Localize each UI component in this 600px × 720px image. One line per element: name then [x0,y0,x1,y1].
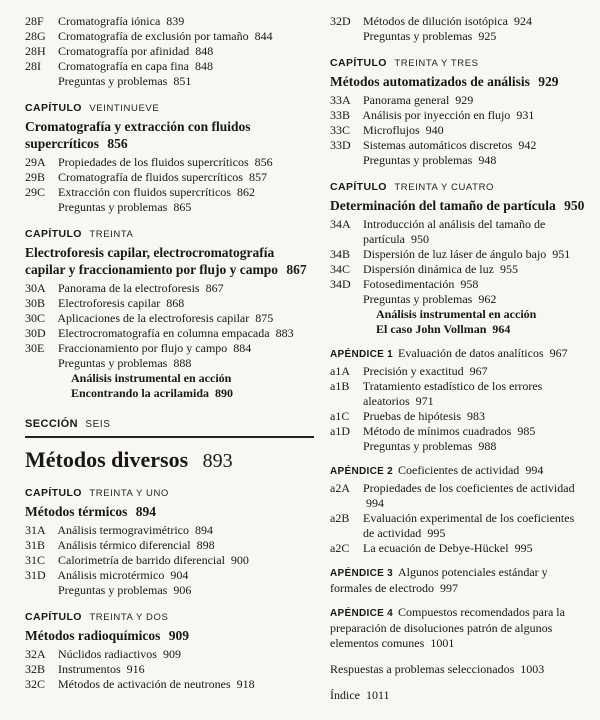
entry-code: 28F [25,14,44,28]
appendix-title: Coeficientes de actividad [398,463,520,477]
entry-page: 995 [514,541,533,555]
appendix-label: APÉNDICE 2 [330,466,394,477]
entry-code: 32D [330,14,351,28]
entry-code: 33B [330,108,351,122]
entry-page: 867 [205,281,224,295]
entry-code: 31D [25,568,46,582]
toc-entry [25,155,314,170]
action-feature-line [71,386,314,401]
entry-title: Evaluación experimental de los coeficientes de actividad [363,511,575,540]
toc-entry [330,424,586,439]
entry-code: a2B [330,511,350,525]
entry-page: 844 [254,29,273,43]
entry-page: 883 [275,326,294,340]
chapter-title-page: 929 [538,74,559,89]
backmatter-title: Índice [330,688,360,702]
chapter-title-text: Métodos automatizados de análisis [330,74,530,89]
subentry-title: Preguntas y problemas [363,29,473,43]
toc-entry [25,538,314,553]
entry-page: 967 [469,364,488,378]
appendix-page: 994 [525,463,544,477]
section-heading [25,414,314,438]
chapter-title-text: Cromatografía y extracción con fluidos supercríticos [25,119,251,151]
chapter-number-word: TREINTA Y CUATRO [394,182,495,193]
entry-code: 34C [330,262,351,276]
toc-entry [25,281,314,296]
chapter-title-text: Métodos radioquímicos [25,628,161,643]
toc-entry [25,677,314,692]
entry-title: Métodos de dilución isotópica [363,14,508,28]
entry-code: 29C [25,185,46,199]
subentry-page: 925 [478,29,497,43]
entry-title: Cromatografía de fluidos supercríticos [58,170,243,184]
toc-entry [330,138,586,153]
entry-code: 33A [330,93,351,107]
entry-code: 30C [25,311,46,325]
appendix-label: APÉNDICE 1 [330,349,394,360]
entry-code: 28G [25,29,46,43]
subentry-page: 906 [173,583,192,597]
chapter-label: CAPÍTULO [25,611,82,623]
entry-code: 30A [25,281,46,295]
chapter-heading [330,177,586,195]
entry-code: 29A [25,155,46,169]
toc-entry [330,108,586,123]
entry-title: Análisis termogravimétrico [57,523,189,537]
entry-page: 950 [410,232,429,246]
entry-code: 31C [25,553,46,567]
toc-entry [330,364,586,379]
entry-page: 898 [196,538,215,552]
entry-title: Análisis microtérmico [57,568,165,582]
toc-subentry [330,153,586,168]
chapter-heading [25,607,314,625]
entry-page: 940 [425,123,444,137]
backmatter-title: Respuestas a problemas seleccionados [330,662,515,676]
appendix-label: APÉNDICE 3 [330,568,394,579]
instrumental-action-feature [330,307,586,337]
chapter-title-text: Electroforesis capilar, electrocromatografía capilar y fraccionamiento por flujo y campo [25,245,278,277]
toc-entry [330,541,586,556]
entry-title: Extracción con fluidos supercríticos [58,185,231,199]
subentry-title: Preguntas y problemas [363,292,473,306]
entry-page: 971 [415,394,434,408]
subentry-page: 988 [478,439,497,453]
toc-entry [330,481,586,511]
toc-entry [25,647,314,662]
entry-code: 32C [25,677,46,691]
entry-code: a2A [330,481,350,495]
chapter-title-page: 856 [107,136,128,151]
toc-entry [330,123,586,138]
entry-code: 28H [25,44,46,58]
chapter-number-word: VEINTINUEVE [89,103,160,114]
entry-page: 924 [513,14,532,28]
chapter-title-page: 867 [286,262,307,277]
entry-code: 33C [330,123,351,137]
toc-subentry [25,74,314,89]
entry-title: Fotosedimentación [363,277,455,291]
chapter-title [330,73,586,90]
toc-entry [330,409,586,424]
backmatter-entry [330,662,586,677]
entry-title: Dispersión de luz láser de ángulo bajo [363,247,547,261]
entry-page: 848 [194,59,213,73]
entry-page: 875 [255,311,274,325]
entry-page: 857 [248,170,267,184]
toc-columns [25,14,586,703]
appendix-heading [330,605,586,651]
entry-title: Análisis por inyección en flujo [362,108,511,122]
chapter-title [25,118,314,152]
entry-title: Métodos de activación de neutrones [58,677,231,691]
toc-entry [25,59,314,74]
entry-page: 929 [455,93,474,107]
entry-title: Cromatografía iónica [58,14,161,28]
chapter-label: CAPÍTULO [25,102,82,114]
subentry-page: 851 [173,74,192,88]
toc-subentry [25,583,314,598]
entry-code: 29B [25,170,46,184]
subentry-title: Preguntas y problemas [58,200,168,214]
entry-title: Propiedades de los fluidos supercríticos [58,155,249,169]
appendix-heading [330,346,586,362]
chapter-number-word: TREINTA Y DOS [89,612,169,623]
entry-page: 955 [499,262,518,276]
toc-entry [25,14,314,29]
entry-title: Instrumentos [58,662,121,676]
entry-code: 34D [330,277,351,291]
subentry-page: 888 [173,356,192,370]
entry-title: Precisión y exactitud [363,364,464,378]
entry-page: 894 [194,523,213,537]
subentry-page: 948 [478,153,497,167]
entry-title: La ecuación de Debye-Hückel [363,541,509,555]
chapter-title-text: Métodos térmicos [25,504,128,519]
entry-page: 909 [162,647,181,661]
entry-title: Propiedades de los coeficientes de actividad [363,481,575,495]
entry-code: 28I [25,59,41,73]
entry-title: Aplicaciones de la electroforesis capilar [57,311,250,325]
entry-title: Electrocromatografía en columna empacada [58,326,270,340]
subentry-title: Preguntas y problemas [363,439,473,453]
action-feature-line [71,371,314,386]
entry-title: Sistemas automáticos discretos [363,138,513,152]
backmatter-page: 1003 [520,662,545,676]
subentry-title: Preguntas y problemas [363,153,473,167]
action-feature-line [376,307,586,322]
toc-entry [25,170,314,185]
entry-title: Tratamiento estadístico de los errores aleatorios [362,379,543,408]
chapter-label: CAPÍTULO [25,228,82,240]
chapter-label: CAPÍTULO [330,57,387,69]
toc-entry [25,662,314,677]
toc-entry [25,553,314,568]
entry-title: Panorama de la electroforesis [58,281,200,295]
appendix-title: Algunos potenciales estándar y formales de electrodo [330,565,548,595]
entry-code: 34A [330,217,351,231]
entry-title: Electroforesis capilar [58,296,161,310]
toc-entry [330,262,586,277]
entry-title: Fraccionamiento por flujo y campo [58,341,228,355]
entry-title: Calorimetría de barrido diferencial [58,553,225,567]
toc-subentry [330,439,586,454]
entry-title: Método de mínimos cuadrados [363,424,512,438]
action-feature-page: 890 [215,386,234,400]
toc-subentry [25,200,314,215]
backmatter-entry [330,688,586,703]
toc-entry [330,217,586,247]
entry-title: Cromatografía de exclusión por tamaño [58,29,249,43]
toc-entry [25,29,314,44]
action-feature-text: Encontrando la acrilamida [71,386,210,400]
entry-code: 30E [25,341,45,355]
entry-page: 983 [467,409,485,423]
toc-entry [330,277,586,292]
appendix-title: Compuestos recomendados para la preparación de disoluciones patrón de algunos elementos comunes [330,605,565,650]
subentry-page: 962 [478,292,497,306]
entry-code: 31B [25,538,46,552]
entry-page: 951 [552,247,571,261]
toc-entry [25,185,314,200]
subentry-title: Preguntas y problemas [58,74,168,88]
entry-page: 848 [195,44,214,58]
toc-entry [25,568,314,583]
entry-code: 34B [330,247,351,261]
entry-page: 931 [516,108,535,122]
action-feature-line [376,322,586,337]
entry-code: a1D [330,424,350,438]
entry-code: 31A [25,523,46,537]
chapter-label: CAPÍTULO [330,181,387,193]
toc-entry [330,93,586,108]
chapter-number-word: TREINTA Y TRES [394,58,479,69]
entry-code: a1B [330,379,350,393]
entry-title: Introducción al análisis del tamaño de partícula [363,217,546,246]
action-feature-page: 964 [492,322,511,336]
instrumental-action-feature [25,371,314,401]
entry-page: 916 [126,662,145,676]
toc-entry [25,44,314,59]
toc-entry [25,341,314,356]
appendix-page: 1001 [430,636,455,650]
entry-code: 33D [330,138,351,152]
toc-column-left [25,14,314,703]
section-number-word: SEIS [85,419,111,430]
entry-page: 994 [366,496,384,510]
entry-title: Dispersión dinámica de luz [363,262,494,276]
entry-page: 904 [170,568,189,582]
entry-page: 985 [517,424,536,438]
chapter-title-page: 950 [564,198,585,213]
entry-page: 918 [236,677,255,691]
chapter-heading [25,483,314,501]
entry-page: 958 [460,277,479,291]
chapter-title [25,627,314,644]
subentry-title: Preguntas y problemas [58,356,168,370]
appendix-page: 997 [439,581,458,595]
toc-subentry [25,356,314,371]
action-feature-text: Análisis instrumental en acción [71,371,232,385]
chapter-heading [25,224,314,242]
chapter-title [330,197,586,214]
backmatter-page: 1011 [365,688,390,702]
chapter-title [25,503,314,520]
entry-code: 32B [25,662,46,676]
chapter-number-word: TREINTA Y UNO [89,488,169,499]
action-feature-text: Análisis instrumental en acción [376,307,537,321]
chapter-title-text: Determinación del tamaño de partícula [330,198,556,213]
section-label: SECCIÓN [25,418,78,430]
section-title-page: 893 [202,450,233,472]
toc-subentry [330,29,586,44]
toc-entry [330,14,586,29]
entry-page: 995 [427,526,446,540]
entry-title: Panorama general [363,93,450,107]
appendix-heading [330,463,586,479]
entry-code: a1C [330,409,350,423]
section-title [25,447,314,474]
entry-code: a2C [330,541,350,555]
toc-entry [330,247,586,262]
entry-page: 868 [166,296,185,310]
entry-page: 862 [236,185,255,199]
appendix-label: APÉNDICE 4 [330,608,394,619]
chapter-label: CAPÍTULO [25,487,82,499]
toc-subentry [330,292,586,307]
appendix-page: 967 [549,346,568,360]
toc-entry [330,379,586,409]
entry-title: Análisis térmico diferencial [57,538,191,552]
section-title-text: Métodos diversos [25,447,189,472]
entry-page: 856 [254,155,273,169]
entry-title: Microflujos [363,123,420,137]
subentry-title: Preguntas y problemas [58,583,168,597]
entry-page: 839 [166,14,185,28]
toc-column-right [330,14,586,703]
chapter-title-page: 909 [168,628,190,643]
entry-page: 900 [230,553,249,567]
chapter-heading [330,53,586,71]
toc-entry [25,296,314,311]
entry-title: Núclidos radiactivos [58,647,157,661]
toc-entry [25,326,314,341]
entry-page: 884 [233,341,252,355]
subentry-page: 865 [173,200,192,214]
entry-title: Cromatografía en capa fina [58,59,189,73]
entry-title: Pruebas de hipótesis [363,409,461,423]
entry-page: 942 [518,138,537,152]
appendix-title: Evaluación de datos analíticos [398,346,544,360]
appendix-heading [330,565,586,596]
toc-entry [330,511,586,541]
chapter-heading [25,98,314,116]
toc-entry [25,311,314,326]
entry-code: 30D [25,326,46,340]
entry-title: Cromatografía por afinidad [58,44,190,58]
toc-entry [25,523,314,538]
chapter-number-word: TREINTA [89,229,134,240]
entry-code: 30B [25,296,46,310]
chapter-title-page: 894 [135,504,156,519]
chapter-title [25,244,314,278]
entry-code: a1A [330,364,350,378]
entry-code: 32A [25,647,46,661]
action-feature-text: El caso John Vollman [376,322,487,336]
